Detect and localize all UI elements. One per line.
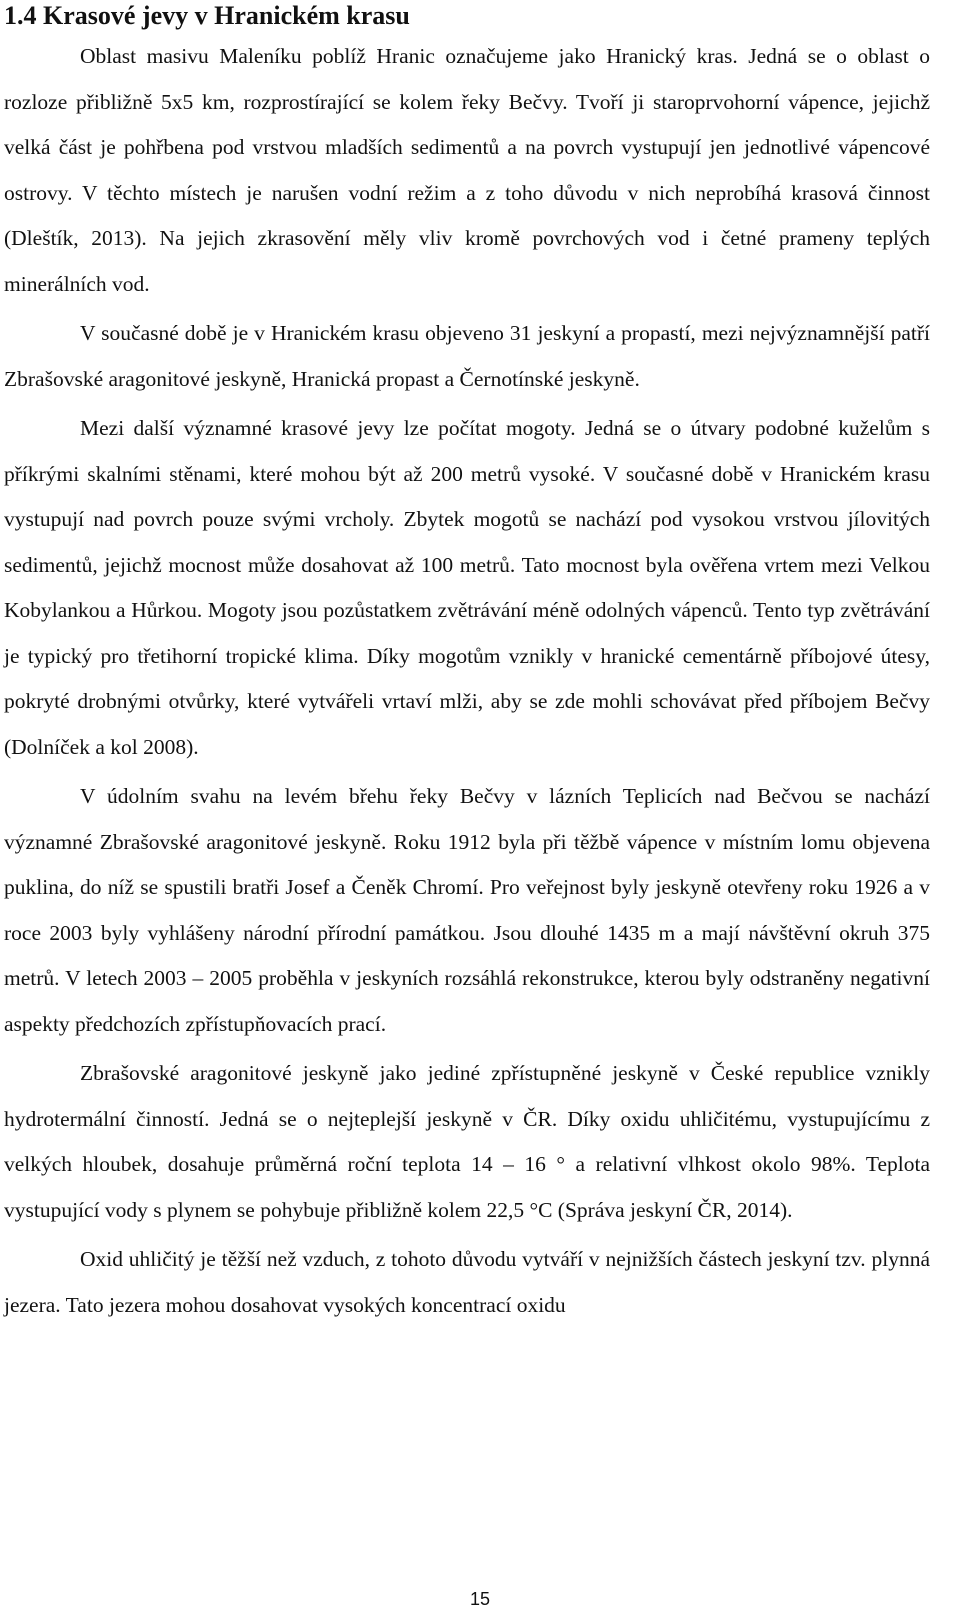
page-number: 15 — [469, 1589, 491, 1609]
paragraph-co2-lakes: Oxid uhličitý je těžší než vzduch, z tohoto důvodu vytváří v nejnižších částech jeskyní tzv. plynná jezera. Tato jezera mohou dosahovat vysokých koncentrací oxidu — [4, 1247, 930, 1317]
body-text — [4, 34, 930, 1328]
section-heading: 1.4 Krasové jevy v Hranickém krasu — [4, 1, 410, 30]
paragraph-hranicky-kras-intro: Oblast masivu Maleníku poblíž Hranic označujeme jako Hranický kras. Jedná se o oblast o rozloze přibližně 5x5 km, rozprostírající se kolem řeky Bečvy. Tvoří ji staroprvohorní vápence, jejichž velká část je pohřbena pod vrstvou mladších sedimentů a na povrch vystupují jen jednotlivé vápencové ostrovy. V těchto místech je narušen vodní režim a z toho důvodu v nich neprobíhá krasová činnost (Dleštík, 2013). Na jejich zkrasovění měly vliv kromě povrchových vod i četné prameny teplých minerálních vod. — [4, 44, 930, 296]
paragraph-zbrasov-history: V údolním svahu na levém břehu řeky Bečvy v lázních Teplicích nad Bečvou se nachází významné Zbrašovské aragonitové jeskyně. Roku 1912 byla při těžbě vápence v místním lomu objevena puklina, do níž se spustili bratři Josef a Čeněk Chromí. Pro veřejnost byly jeskyně otevřeny roku 1926 a v roce 2003 byly vyhlášeny národní přírodní památkou. Jsou dlouhé 1435 m a mají návštěvní okruh 375 metrů. V letech 2003 – 2005 proběhla v jeskyních rozsáhlá rekonstrukce, kterou byly odstraněny negativní aspekty předchozích zpřístupňovacích prací. — [4, 784, 930, 1036]
paragraph-zbrasov-hydrothermal: Zbrašovské aragonitové jeskyně jako jediné zpřístupněné jeskyně v České republice vznikly hydrotermální činností. Jedná se o nejteplejší jeskyně v ČR. Díky oxidu uhličitému, vystupujícímu z velkých hloubek, dosahuje průměrná roční teplota 14 – 16 ° a relativní vlhkost okolo 98%. Teplota vystupující vody s plynem se pohybuje přibližně kolem 22,5 °C (Správa jeskyní ČR, 2014). — [4, 1061, 930, 1222]
paragraph-caves-count: V současné době je v Hranickém krasu objeveno 31 jeskyní a propastí, mezi nejvýznamnější patří Zbrašovské aragonitové jeskyně, Hranická propast a Černotínské jeskyně. — [4, 321, 930, 391]
paragraph-mogoty: Mezi další významné krasové jevy lze počítat mogoty. Jedná se o útvary podobné kuželům s příkrými skalními stěnami, které mohou být až 200 metrů vysoké. V současné době v Hranickém krasu vystupují nad povrch pouze svými vrcholy. Zbytek mogotů se nachází pod vysokou vrstvou jílovitých sedimentů, jejichž mocnost může dosahovat až 100 metrů. Tato mocnost byla ověřena vrtem mezi Velkou Kobylankou a Hůrkou. Mogoty jsou pozůstatkem zvětrávání méně odolných vápenců. Tento typ zvětrávání je typický pro třetihorní tropické klima. Díky mogotům vznikly v hranické cementárně příbojové útesy, pokryté drobnými otvůrky, které vytvářeli vrtaví mlži, aby se zde mohli schovávat před příbojem Bečvy (Dolníček a kol 2008). — [4, 416, 930, 759]
